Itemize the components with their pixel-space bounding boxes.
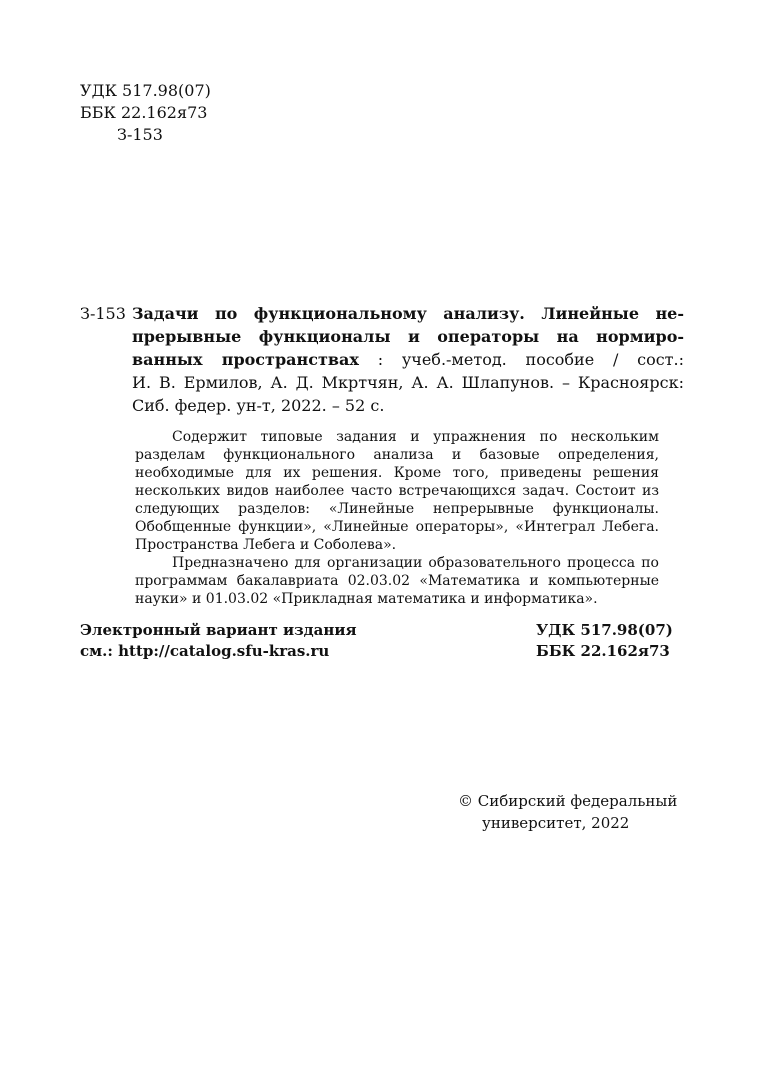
bbk-code-bottom: ББК 22.162я73 — [536, 642, 670, 660]
udk-code-bottom: УДК 517.98(07) — [536, 621, 673, 639]
annotation-paragraph-2: Предназначено для организации образовательного процесса по программам бакалавриата 02.03.02 «Математика и компьютерные науки» и 01.03.02 «Прикладная математика и информатика». — [135, 555, 659, 607]
title-line-2: прерывные функционалы и операторы на нормиро- — [132, 327, 684, 346]
bibliographic-entry — [80, 302, 684, 417]
publication-type: : учеб.-метод. пособие / сост.: — [358, 350, 685, 369]
copyright-line-1: © Сибирский федеральный — [458, 792, 678, 810]
classification-codes-top — [80, 80, 211, 146]
biblio-description — [132, 302, 684, 417]
biblio-cipher: З-153 — [80, 304, 126, 323]
catalog-link[interactable]: см.: http://catalog.sfu-kras.ru — [80, 642, 330, 660]
udk-code: УДК 517.98(07) — [80, 81, 211, 100]
copyright-notice — [458, 790, 677, 834]
title-line-3: ванных пространствах — [132, 350, 359, 369]
publisher-line: Сиб. федер. ун-т, 2022. – 52 с. — [132, 396, 385, 415]
classification-codes-bottom — [536, 620, 673, 662]
bbk-code: ББК 22.162я73 — [80, 103, 208, 122]
electronic-version-note — [80, 620, 357, 662]
annotation — [135, 428, 659, 608]
electronic-version-label: Электронный вариант издания — [80, 621, 357, 639]
annotation-paragraph-1: Содержит типовые задания и упражнения по нескольким разделам функционального анализа и базовые определения, необходимые для их решения. Кроме того, приведены решения нескольких видов наиболее часто встречающихся задач. Состоит из следующих разделов: «Линейные непрерывные функционалы. Обобщенные функции», «Линейные операторы», «Интеграл Лебега. Пространства Лебега и Соболева». — [135, 429, 659, 553]
copyright-line-2: университет, 2022 — [482, 814, 630, 832]
compilers-line: И. В. Ермилов, А. Д. Мкртчян, А. А. Шлапунов. – Красноярск: — [132, 373, 684, 392]
title-line-1: Задачи по функциональному анализу. Линейные не- — [132, 304, 684, 323]
author-cipher: З-153 — [117, 125, 163, 144]
